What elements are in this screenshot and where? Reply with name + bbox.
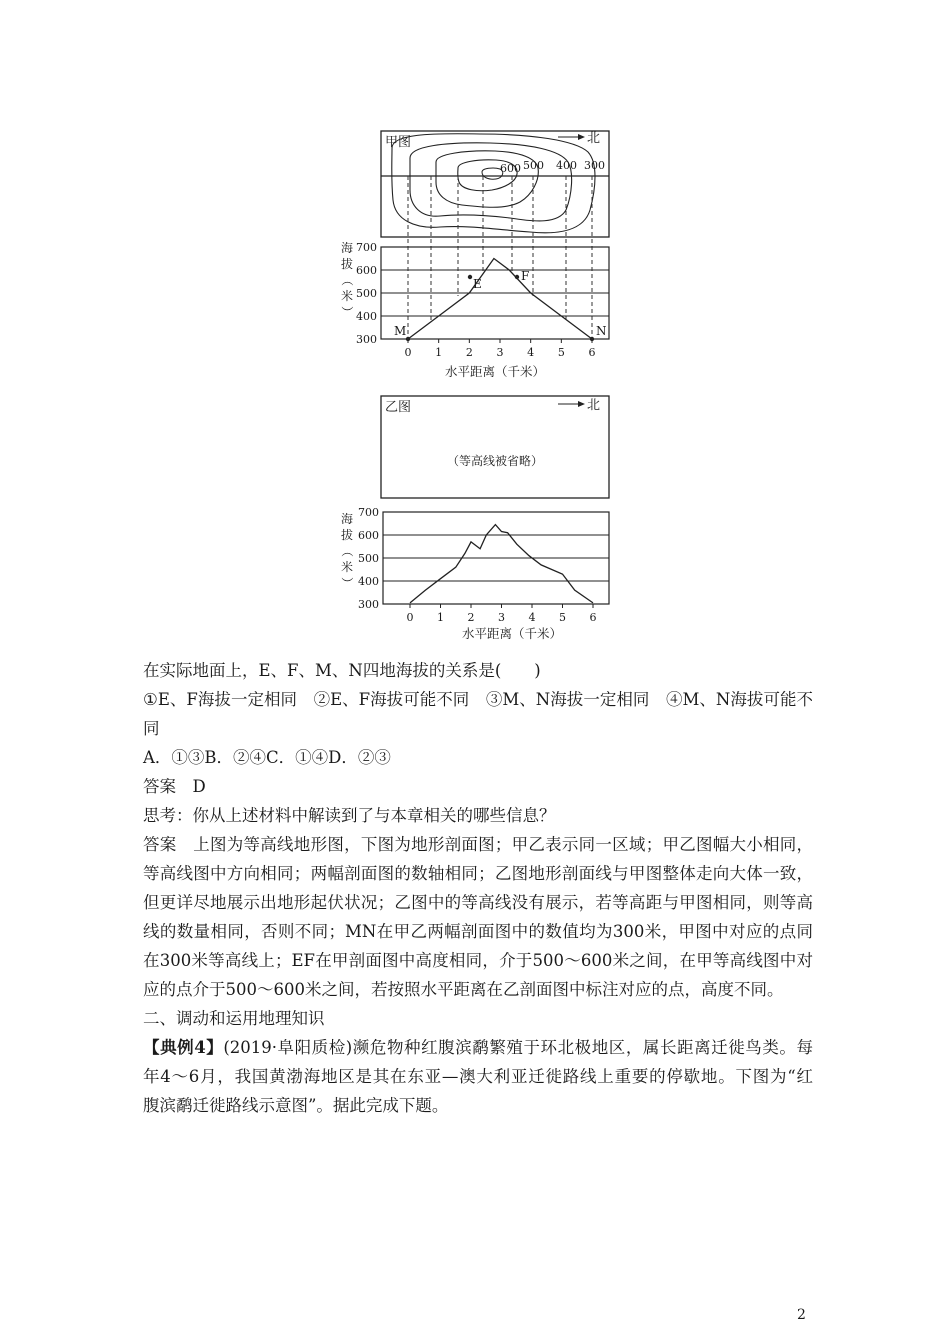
jia-xtick-label: 5 [557,346,565,359]
think-answer-line: 应的点介于500～600米之间，若按照水平距离在乙剖面图中标注对应的点，高度不同。 [143,980,784,999]
yi-ytick-label: 500 [358,552,379,565]
jia-profile-ylabel-4: 米 [341,289,354,303]
jia-xtick-label: 0 [404,346,412,359]
jia-ytick-label: 600 [356,264,377,277]
svg-text:（: （ [340,545,354,558]
example-line: 【典例4】(2019·阜阳质检)濒危物种红腹滨鹬繁殖于环北极地区，属长距离迁徙鸟类。每 [143,1038,813,1057]
yi-profile-series [410,525,593,603]
north-label: 北 [587,131,601,146]
question-stem: 在实际地面上，E、F、M、N四地海拔的关系是( ) [143,661,541,680]
svg-text:海: 海 [341,512,354,526]
jia-ytick-label: 500 [356,287,377,300]
contour-label-600: 600 [500,162,521,175]
section-heading: 二、调动和运用地理知识 [143,1009,325,1028]
jia-ytick-label: 700 [356,241,377,254]
jia-contour-map [381,131,609,237]
jia-xtick-label: 1 [435,346,443,359]
think-answer-line: 答案 上图为等高线地形图，下图为地形剖面图；甲乙表示同一区域；甲乙图幅大小相同， [143,835,813,854]
jia-profile-series [408,259,592,340]
svg-text:M: M [394,324,407,338]
jia-ytick-label: 400 [356,310,377,323]
projection-lines [408,176,592,339]
think-question: 思考：你从上述材料中解读到了与本章相关的哪些信息？ [143,806,556,825]
yi-north-label: 北 [587,398,601,413]
svg-text:N: N [596,324,607,338]
question-answer: 答案 D [143,777,206,796]
question-choices: A．①③B．②④C．①④D．②③ [143,748,391,767]
yi-xtick-label: 1 [437,611,444,624]
yi-xtick-label: 4 [528,611,536,624]
think-answer-line: 线的数量相同，否则不同；MN在甲乙两幅剖面图中的数值均为300米，甲图中对应的点同 [143,922,813,941]
contour-label-300: 300 [584,159,605,172]
jia-profile-ylabel-2: 拔 [341,257,354,271]
north-arrow [558,131,600,146]
svg-text:E: E [473,277,482,291]
example-line: 年4～6月，我国黄渤海地区是其在东亚—澳大利亚迁徙路线上重要的停歇地。下图为“红 [143,1067,813,1086]
point-E [468,275,482,291]
yi-profile-xlabel: 水平距离（千米） [461,626,563,641]
svg-text:）: ） [340,577,354,590]
svg-text:F: F [521,269,530,283]
yi-ytick-label: 300 [358,598,379,611]
jia-profile-ylabel-5: ） [340,306,354,319]
yi-ytick-label: 600 [358,529,379,542]
question-options-line2: 同 [143,719,160,738]
yi-xtick-label: 5 [559,611,566,624]
example-tag: 【典例4】 [143,1038,224,1057]
yi-xtick-label: 3 [498,611,505,624]
think-answer-line: 等高线图中方向相同；两幅剖面图的数轴相同；乙图地形剖面线与甲图整体走向大体一致， [143,864,813,883]
svg-text:米: 米 [341,560,354,574]
page-number: 2 [797,1307,806,1323]
point-F [515,269,530,283]
jia-xtick-label: 4 [527,346,535,359]
think-answer-line: 但更详尽地展示出地形起伏状况；乙图中的等高线没有展示，若等高距与甲图相同，则等高 [143,893,813,912]
example-line: 腹滨鹬迁徙路线示意图”。据此完成下题。 [143,1096,449,1115]
yi-xtick-label: 6 [589,611,597,624]
question-block [143,656,813,1120]
jia-ytick-label: 300 [356,333,377,346]
jia-label: 甲图 [385,135,412,150]
yi-label: 乙图 [385,400,412,415]
jia-xtick-label: 6 [588,346,596,359]
jia-profile-xlabel: 水平距离（千米） [444,364,546,379]
yi-xtick-label: 0 [406,611,414,624]
contour-400 [410,143,572,221]
jia-xtick-label: 2 [465,346,473,359]
yi-profile-chart [340,506,609,641]
jia-profile-ylabel-3: （ [340,274,354,287]
svg-text:拔: 拔 [341,528,354,542]
contour-label-400: 400 [556,159,577,172]
yi-ytick-label: 700 [358,506,379,519]
jia-profile-ylabel-1: 海 [341,241,354,255]
yi-xtick-label: 2 [467,611,475,624]
question-options-line1: ①E、F海拔一定相同 ②E、F海拔可能不同 ③M、N海拔一定相同 ④M、N海拔可能不 [143,690,813,709]
yi-ytick-label: 400 [358,575,379,588]
jia-profile-chart [340,241,609,379]
yi-map [381,396,609,498]
think-answer-line: 在300米等高线上；EF在甲剖面图中高度相同，介于500～600米之间，在甲等高线图中对 [143,951,813,970]
contour-label-500: 500 [523,159,544,172]
figure [0,0,950,650]
jia-xtick-label: 3 [496,346,504,359]
yi-note: （等高线被省略） [446,454,544,468]
